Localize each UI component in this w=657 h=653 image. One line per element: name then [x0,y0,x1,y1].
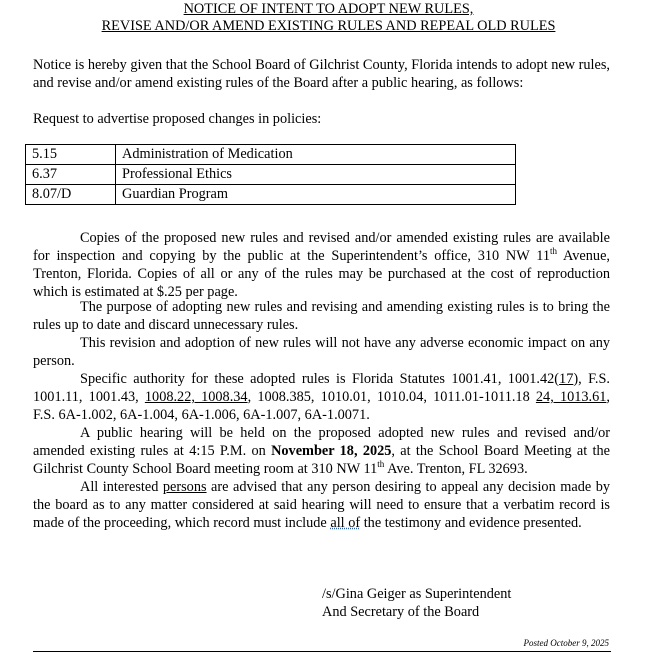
interested-underlined: persons [162,479,207,495]
authority-text-a: Specific authority for these adopted rules is Florida Statutes 1001.41, 1001.42( [80,371,560,387]
hearing-paragraph [33,424,610,478]
hearing-text-a: A public hearing will be held on the proposed adopted new rules and revised and/or amended existing rules at 4:15 P.M. on [33,425,610,459]
revision-paragraph: This revision and adoption of new rules will not have any adverse economic impact on any person. [33,335,610,369]
policy-title: Administration of Medication [116,145,516,165]
hearing-date: November 18, 2025 [271,443,392,459]
interested-paragraph [33,478,610,532]
superscript: th [377,459,385,470]
policy-code: 8.07/D [26,185,116,205]
superscript: th [550,246,558,257]
hearing-text-c: Ave. Trenton, FL 32693. [384,461,528,477]
signature-line-1: /s/Gina Geiger as Superintendent [322,586,512,602]
request-line: Request to advertise proposed changes in policies: [33,111,322,127]
copies-paragraph [33,229,610,301]
copies-text-a: Copies of the proposed new rules and revised and/or amended existing rules are available for inspection and copying by the public at the Superintendent’s office, 310 NW 11 [33,230,610,264]
authority-text-d: , F.S. 6A-1.002, 6A-1.004, 6A-1.006, 6A-1.007, 6A-1.0071. [33,389,610,423]
table-row [26,185,516,205]
policies-table [25,144,516,205]
notice-title-line-1: NOTICE OF INTENT TO ADOPT NEW RULES, [183,1,474,17]
interested-text-c: the testimony and evidence presented. [360,515,582,531]
policy-title: Guardian Program [116,185,516,205]
posted-date: Posted October 9, 2025 [523,638,609,648]
policy-code: 5.15 [26,145,116,165]
authority-text-b: ), F.S. 1001.11, 1001.43, [33,371,610,405]
authority-text-c: , 1008.385, 1010.01, 1010.04, 1011.01-1011.18 [247,389,536,405]
interested-text-a: All interested [80,479,163,495]
notice-title-line-2: REVISE AND/OR AMEND EXISTING RULES AND REPEAL OLD RULES [101,18,556,34]
table-row [26,145,516,165]
signature-line-2: And Secretary of the Board [322,604,480,620]
authority-underlined-3: 24, 1013.61 [535,389,607,405]
copies-text-b: Avenue, Trenton, Florida. Copies of all or any of the rules may be purchased at the cost of reproduction which is estimated at $.25 per page. [33,248,610,300]
purpose-paragraph: The purpose of adopting new rules and revising and amending existing rules is to bring the rules up to date and discard unnecessary rules. [33,299,610,333]
authority-underlined-1: 17 [559,371,574,387]
authority-paragraph [33,370,610,424]
authority-underlined-2: 1008.22, 1008.34 [144,389,248,405]
policy-title: Professional Ethics [116,165,516,185]
policy-code: 6.37 [26,165,116,185]
interested-dotted: all of [330,515,361,531]
notice-paragraph: Notice is hereby given that the School Board of Gilchrist County, Florida intends to adopt new rules, and revise and/or amend existing rules of the Board after a public hearing, as follows: [33,57,610,91]
hearing-text-b: , at the School Board Meeting at the Gilchrist County School Board meeting room at 310 NW 11 [33,443,611,477]
table-row [26,165,516,185]
bottom-divider [33,651,611,652]
interested-text-b: are advised that any person desiring to appeal any decision made by the board as to any matter considered at said hearing will need to ensure that a verbatim record is made of the proceeding, which record must include [33,479,610,531]
